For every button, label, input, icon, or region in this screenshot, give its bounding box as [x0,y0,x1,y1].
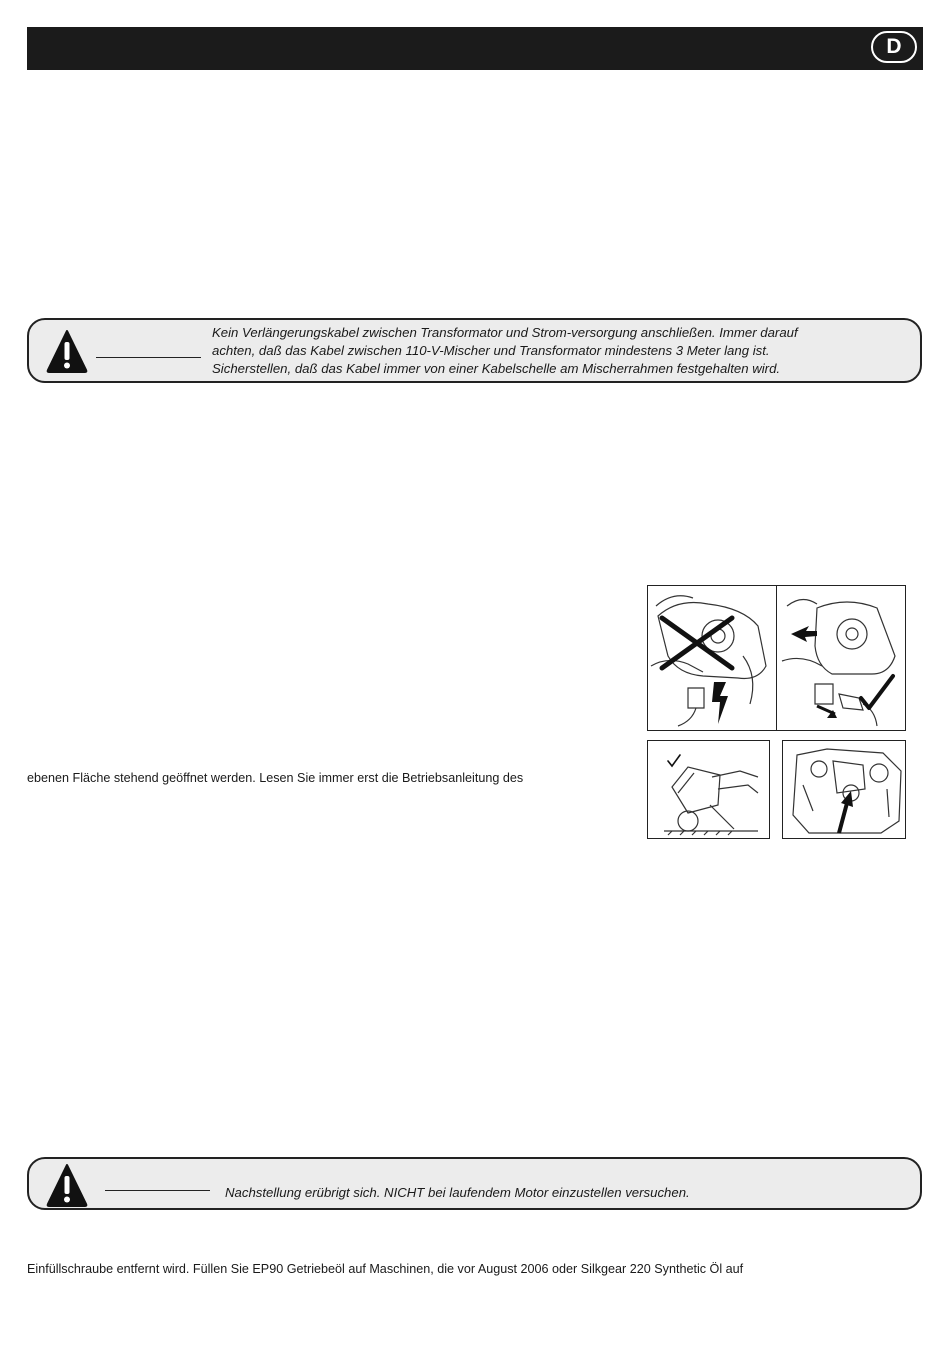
figure-wrong-unplug [647,585,777,731]
warning-box [27,318,922,383]
warning-text-line: Nachstellung erübrigt sich. NICHT bei laufendem Motor einzustellen versuchen. [225,1185,690,1200]
warning-divider [96,357,201,358]
figure-gearbox-filler [782,740,906,839]
warning-triangle-icon [45,1162,89,1208]
warning-text-line: achten, daß das Kabel zwischen 110-V-Mischer und Transformator mindestens 3 Meter lang ist. [212,343,770,358]
warning-text-line: Sicherstellen, daß das Kabel immer von einer Kabelschelle am Mischerrahmen festgehalten wird. [212,361,781,376]
body-text-line: Einfüllschraube entfernt wird. Füllen Sie EP90 Getriebeöl auf Maschinen, die vor August 2006 oder Silkgear 220 Synthetic Öl auf [27,1262,744,1276]
warning-triangle-icon [45,328,89,374]
lightning-icon [648,586,778,732]
warning-divider [105,1190,210,1191]
warning-box [27,1157,922,1210]
check-mark-icon [648,741,771,840]
figure-mixer-level [647,740,770,839]
header-bar [27,27,923,70]
warning-text-line: Kein Verlängerungskabel zwischen Transformator und Strom-versorgung anschließen. Immer darauf [212,325,798,340]
body-text-line: ebenen Fläche stehend geöffnet werden. Lesen Sie immer erst die Betriebsanleitung des [27,771,524,785]
figure-correct-unplug [776,585,906,731]
check-mark-icon [777,586,907,732]
arrow-icon [783,741,907,840]
language-badge: D [871,31,917,63]
